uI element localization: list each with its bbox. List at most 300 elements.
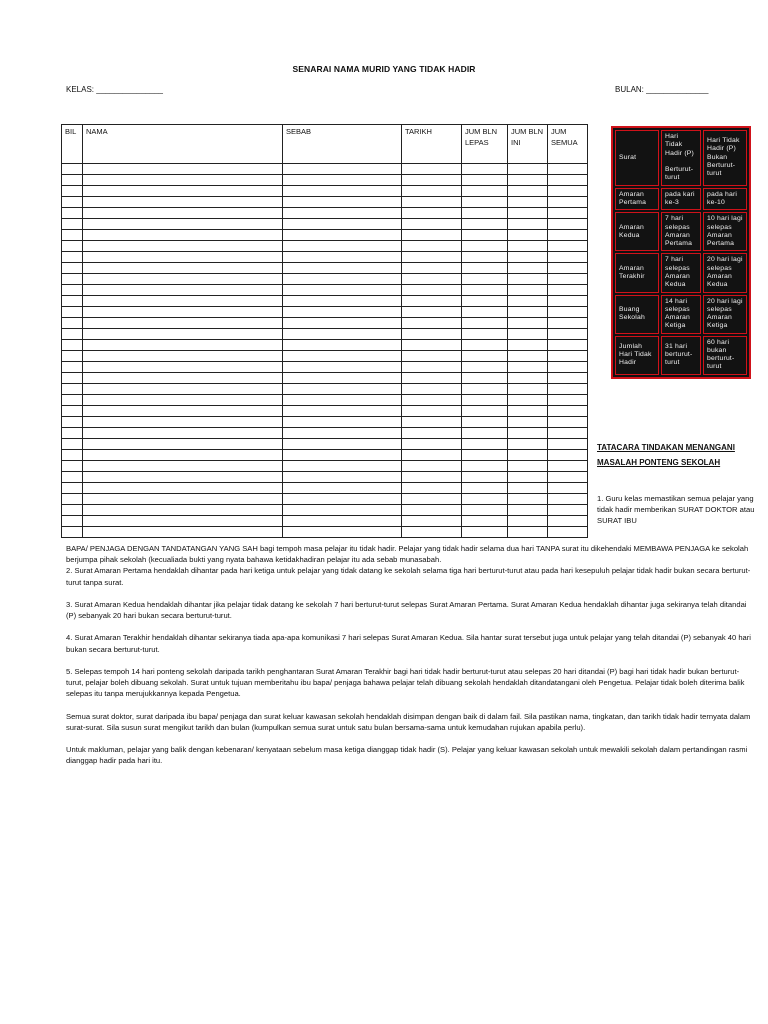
table-cell: [462, 406, 508, 417]
table-cell: [283, 186, 402, 197]
table-cell: [283, 395, 402, 406]
table-cell: [83, 175, 283, 186]
table-cell: [402, 417, 462, 428]
paragraph-1: BAPA/ PENJAGA DENGAN TANDATANGAN YANG SAH bagi tempoh masa pelajar itu tidak hadir. Pelajar yang tidak hadir selama dua hari TANPA surat itu dikehendaki MEMBAWA PENJAGA ke sekolah berjumpa pihak sekolah (kecualiada bukti yang nyata bahawa ketidakhadiran pelajar itu ada sebab munasabah.: [66, 544, 749, 565]
table-cell: [283, 164, 402, 175]
table-cell: [508, 329, 548, 340]
table-cell: [402, 351, 462, 362]
table-cell: [402, 197, 462, 208]
table-row: [62, 417, 588, 428]
table-cell: [462, 450, 508, 461]
table-cell: [283, 296, 402, 307]
table-header-row: [62, 125, 588, 164]
table-cell: [508, 164, 548, 175]
table-cell: [283, 219, 402, 230]
table-cell: [508, 351, 548, 362]
table-cell: [508, 252, 548, 263]
paragraph-7: Untuk makluman, pelajar yang balik dengan kebenaran/ kenyataan sebelum masa ketiga dianggap tidak hadir (S). Pelajar yang keluar kawasan sekolah untuk mewakili sekolah dalam pertandingan rasmi dianggap hadir pada hari itu.: [66, 745, 748, 766]
table-cell: [402, 285, 462, 296]
table-cell: [462, 439, 508, 450]
table-cell: [402, 450, 462, 461]
paragraph-2: 2. Surat Amaran Pertama hendaklah dihantar pada hari ketiga untuk pelajar yang tidak datang ke sekolah selama tiga hari berturut-turut atau pada hari kesepuluh pelajar tidak hadir bukan secara berturut-turut tanpa surat.: [66, 566, 751, 587]
table-row: [62, 186, 588, 197]
table-cell: [462, 252, 508, 263]
table-cell: [62, 527, 83, 538]
table-cell: [462, 329, 508, 340]
table-row: [62, 516, 588, 527]
table-cell: [508, 274, 548, 285]
table-cell: [83, 516, 283, 527]
table-row: [62, 274, 588, 285]
table-cell: [62, 197, 83, 208]
table-cell: [402, 483, 462, 494]
table-cell: [62, 384, 83, 395]
table-cell: [508, 175, 548, 186]
table-cell: [283, 241, 402, 252]
col-header-jum-bln-lepas: JUM BLN LEPAS: [462, 125, 508, 164]
table-cell: [508, 461, 548, 472]
table-cell: [83, 318, 283, 329]
table-cell: [462, 384, 508, 395]
attendance-table: [61, 124, 588, 538]
table-cell: [62, 417, 83, 428]
table-cell: [462, 263, 508, 274]
table-cell: [402, 527, 462, 538]
table-cell: [462, 505, 508, 516]
rules-cell: 20 hari lagi selepas Amaran Ketiga: [703, 295, 747, 334]
table-cell: [62, 274, 83, 285]
table-cell: [548, 450, 588, 461]
table-cell: [548, 186, 588, 197]
table-cell: [402, 472, 462, 483]
table-row: [62, 527, 588, 538]
table-cell: [462, 230, 508, 241]
table-cell: [548, 428, 588, 439]
table-cell: [548, 230, 588, 241]
table-cell: [548, 318, 588, 329]
paragraph-3: 3. Surat Amaran Kedua hendaklah dihantar jika pelajar tidak datang ke sekolah 7 hari berturut-turut selepas Surat Amaran Pertama. Surat Amaran Kedua hendaklah dihantar juga sekiranya telah ditandai (P) sebanyak 20 hari bukan secara berturut-turut.: [66, 599, 747, 621]
table-cell: [83, 527, 283, 538]
table-cell: [462, 428, 508, 439]
rules-cell: Surat: [615, 130, 659, 186]
table-row: [62, 318, 588, 329]
table-cell: [62, 406, 83, 417]
table-cell: [508, 527, 548, 538]
table-row: [62, 164, 588, 175]
table-cell: [83, 494, 283, 505]
table-cell: [283, 483, 402, 494]
table-cell: [283, 285, 402, 296]
table-cell: [402, 384, 462, 395]
table-row: [62, 461, 588, 472]
table-cell: [548, 197, 588, 208]
table-cell: [83, 274, 283, 285]
table-cell: [462, 241, 508, 252]
table-cell: [402, 186, 462, 197]
table-cell: [548, 483, 588, 494]
table-cell: [548, 373, 588, 384]
rules-cell: 7 hari selepas Amaran Pertama: [661, 212, 701, 251]
table-cell: [508, 318, 548, 329]
table-cell: [508, 439, 548, 450]
table-cell: [508, 373, 548, 384]
table-cell: [508, 296, 548, 307]
table-cell: [283, 252, 402, 263]
table-cell: [83, 241, 283, 252]
table-cell: [462, 219, 508, 230]
table-cell: [508, 395, 548, 406]
table-cell: [508, 208, 548, 219]
warning-rules-table: [611, 126, 751, 379]
table-cell: [548, 175, 588, 186]
table-row: [62, 208, 588, 219]
table-row: [62, 219, 588, 230]
table-cell: [508, 219, 548, 230]
table-cell: [283, 450, 402, 461]
table-cell: [283, 175, 402, 186]
table-cell: [62, 461, 83, 472]
table-row: [62, 439, 588, 450]
table-cell: [83, 450, 283, 461]
table-cell: [548, 241, 588, 252]
table-cell: [62, 296, 83, 307]
table-cell: [402, 208, 462, 219]
table-cell: [508, 472, 548, 483]
table-cell: [83, 307, 283, 318]
rules-cell: Amaran Terakhir: [615, 253, 659, 292]
table-cell: [402, 329, 462, 340]
table-cell: [283, 494, 402, 505]
table-cell: [62, 439, 83, 450]
table-row: [62, 472, 588, 483]
table-cell: [62, 472, 83, 483]
table-cell: [462, 175, 508, 186]
table-row: [62, 373, 588, 384]
table-cell: [548, 285, 588, 296]
table-cell: [83, 384, 283, 395]
table-cell: [462, 296, 508, 307]
table-cell: [283, 362, 402, 373]
table-cell: [83, 362, 283, 373]
table-row: [62, 494, 588, 505]
rules-cell: Jumlah Hari Tidak Hadir: [615, 336, 659, 375]
table-cell: [402, 307, 462, 318]
table-cell: [83, 208, 283, 219]
table-cell: [508, 483, 548, 494]
table-row: [62, 230, 588, 241]
table-cell: [283, 516, 402, 527]
rules-cell: 60 hari bukan berturut-turut: [703, 336, 747, 375]
table-cell: [402, 494, 462, 505]
page-title: SENARAI NAMA MURID YANG TIDAK HADIR: [292, 64, 476, 74]
table-cell: [548, 208, 588, 219]
table-cell: [83, 505, 283, 516]
table-cell: [283, 384, 402, 395]
table-cell: [462, 483, 508, 494]
rules-row: [615, 336, 747, 375]
table-cell: [62, 340, 83, 351]
rules-cell: 14 hari selepas Amaran Ketiga: [661, 295, 701, 334]
table-cell: [548, 384, 588, 395]
table-cell: [83, 483, 283, 494]
table-cell: [62, 351, 83, 362]
table-cell: [83, 351, 283, 362]
table-cell: [462, 461, 508, 472]
table-cell: [508, 505, 548, 516]
table-cell: [548, 516, 588, 527]
table-cell: [83, 285, 283, 296]
table-cell: [548, 494, 588, 505]
table-cell: [462, 417, 508, 428]
table-cell: [508, 428, 548, 439]
procedure-step-1: 1. Guru kelas memastikan semua pelajar yang tidak hadir memberikan SURAT DOKTOR atau SURAT IBU: [597, 494, 755, 525]
table-row: [62, 384, 588, 395]
table-cell: [548, 329, 588, 340]
table-cell: [62, 219, 83, 230]
table-cell: [62, 318, 83, 329]
rules-row: [615, 212, 747, 251]
table-row: [62, 241, 588, 252]
table-cell: [283, 340, 402, 351]
table-cell: [83, 395, 283, 406]
table-cell: [508, 450, 548, 461]
table-cell: [508, 340, 548, 351]
table-cell: [548, 395, 588, 406]
table-cell: [462, 494, 508, 505]
table-cell: [402, 428, 462, 439]
table-cell: [62, 241, 83, 252]
paragraph-5: 5. Selepas tempoh 14 hari ponteng sekolah daripada tarikh penghantaran Surat Amaran Terakhir bagi hari tidak hadir berturut-turut atau selepas 20 hari ditandai (P) bagi hari tidak hadir bukan berturut-turut, pelajar boleh dibuang sekolah. Surat untuk tujuan memberitahu ibu bapa/ penjaga bahawa pelajar telah dibuang sekolah hendaklah ditandatangani oleh Pengetua. Pelajar tidak boleh diterima balik selepas itu tanpa merujukkannya kepada Pengetua.: [66, 666, 745, 699]
table-cell: [462, 373, 508, 384]
table-cell: [62, 230, 83, 241]
table-row: [62, 450, 588, 461]
table-cell: [402, 318, 462, 329]
table-cell: [462, 395, 508, 406]
table-cell: [402, 164, 462, 175]
col-header-nama: NAMA: [83, 125, 283, 164]
table-row: [62, 329, 588, 340]
table-cell: [548, 417, 588, 428]
table-cell: [402, 241, 462, 252]
table-cell: [62, 164, 83, 175]
table-cell: [462, 285, 508, 296]
col-header-tarikh: TARIKH: [402, 125, 462, 164]
table-cell: [283, 527, 402, 538]
table-cell: [83, 439, 283, 450]
table-cell: [508, 494, 548, 505]
table-cell: [508, 186, 548, 197]
table-cell: [402, 373, 462, 384]
table-cell: [548, 472, 588, 483]
table-cell: [83, 197, 283, 208]
table-cell: [402, 439, 462, 450]
table-cell: [83, 186, 283, 197]
table-cell: [508, 285, 548, 296]
table-cell: [402, 406, 462, 417]
rules-cell: Hari Tidak Hadir (P) Berturut-turut: [661, 130, 701, 186]
table-cell: [62, 175, 83, 186]
table-cell: [283, 318, 402, 329]
table-cell: [62, 362, 83, 373]
table-cell: [508, 417, 548, 428]
table-cell: [462, 208, 508, 219]
table-cell: [402, 516, 462, 527]
table-cell: [508, 263, 548, 274]
table-row: [62, 340, 588, 351]
rules-cell: pada hari ke-10: [703, 188, 747, 211]
table-cell: [548, 307, 588, 318]
table-cell: [83, 406, 283, 417]
table-cell: [62, 307, 83, 318]
table-cell: [462, 307, 508, 318]
table-cell: [283, 307, 402, 318]
table-row: [62, 285, 588, 296]
table-cell: [402, 362, 462, 373]
table-cell: [548, 505, 588, 516]
table-row: [62, 252, 588, 263]
rules-cell: Hari Tidak Hadir (P) Bukan Berturut-turut: [703, 130, 747, 186]
table-cell: [283, 439, 402, 450]
table-row: [62, 175, 588, 186]
table-cell: [548, 351, 588, 362]
table-cell: [462, 197, 508, 208]
rules-row: [615, 253, 747, 292]
table-cell: [462, 516, 508, 527]
table-cell: [62, 483, 83, 494]
table-cell: [83, 461, 283, 472]
table-cell: [402, 252, 462, 263]
table-cell: [283, 274, 402, 285]
table-cell: [548, 164, 588, 175]
table-cell: [283, 373, 402, 384]
paragraph-6: Semua surat doktor, surat daripada ibu bapa/ penjaga dan surat keluar kawasan sekolah hendaklah disimpan dengan baik di dalam fail. Sila pastikan nama, tingkatan, dan tarikh tidak hadir ternyata dalam surat-surat. Sila susun surat mengikut tarikh dan bulan (kumpulkan semua surat untuk satu bulan bersama-sama untuk kemudahan rujukan apabila perlu).: [66, 711, 751, 732]
table-cell: [283, 472, 402, 483]
table-cell: [508, 362, 548, 373]
table-row: [62, 296, 588, 307]
table-cell: [462, 340, 508, 351]
table-cell: [62, 208, 83, 219]
table-cell: [462, 527, 508, 538]
table-cell: [548, 527, 588, 538]
table-cell: [402, 219, 462, 230]
rules-cell: 7 hari selepas Amaran Kedua: [661, 253, 701, 292]
table-cell: [462, 186, 508, 197]
table-cell: [508, 406, 548, 417]
rules-cell: Amaran Kedua: [615, 212, 659, 251]
table-cell: [62, 263, 83, 274]
table-cell: [402, 296, 462, 307]
table-cell: [508, 241, 548, 252]
table-cell: [62, 285, 83, 296]
table-cell: [62, 450, 83, 461]
col-header-jum-bln-ini: JUM BLN INI: [508, 125, 548, 164]
table-cell: [83, 164, 283, 175]
table-cell: [548, 362, 588, 373]
table-cell: [508, 197, 548, 208]
table-cell: [83, 296, 283, 307]
rules-row: [615, 188, 747, 211]
table-cell: [548, 406, 588, 417]
table-cell: [548, 252, 588, 263]
table-cell: [462, 362, 508, 373]
table-cell: [548, 263, 588, 274]
rules-cell: Amaran Pertama: [615, 188, 659, 211]
table-cell: [402, 230, 462, 241]
table-cell: [62, 505, 83, 516]
table-cell: [62, 428, 83, 439]
table-row: [62, 307, 588, 318]
table-cell: [402, 175, 462, 186]
rules-cell: 10 hari lagi selepas Amaran Pertama: [703, 212, 747, 251]
col-header-jum-semua: JUM SEMUA: [548, 125, 588, 164]
table-cell: [83, 329, 283, 340]
table-cell: [62, 395, 83, 406]
table-cell: [83, 428, 283, 439]
table-cell: [83, 417, 283, 428]
table-cell: [283, 351, 402, 362]
table-cell: [283, 263, 402, 274]
table-cell: [548, 296, 588, 307]
table-cell: [283, 230, 402, 241]
table-row: [62, 362, 588, 373]
table-cell: [62, 516, 83, 527]
col-header-bil: BIL: [62, 125, 83, 164]
table-cell: [402, 461, 462, 472]
bulan-field: BULAN: ______________: [615, 85, 709, 94]
table-cell: [402, 340, 462, 351]
table-row: [62, 505, 588, 516]
table-row: [62, 395, 588, 406]
rules-cell: Buang Sekolah: [615, 295, 659, 334]
paragraph-4: 4. Surat Amaran Terakhir hendaklah dihantar sekiranya tiada apa-apa komunikasi 7 hari selepas Surat Amaran Kedua. Sila hantar surat tersebut juga untuk pelajar yang telah ditandai (P) sebanyak 40 hari bukan secara berturut-turut.: [66, 633, 751, 654]
table-cell: [402, 505, 462, 516]
table-cell: [508, 307, 548, 318]
table-cell: [462, 274, 508, 285]
table-cell: [283, 208, 402, 219]
rules-cell: 31 hari berturut-turut: [661, 336, 701, 375]
table-row: [62, 406, 588, 417]
table-cell: [548, 461, 588, 472]
table-cell: [62, 252, 83, 263]
table-cell: [83, 252, 283, 263]
table-row: [62, 483, 588, 494]
table-cell: [462, 318, 508, 329]
col-header-sebab: SEBAB: [283, 125, 402, 164]
procedure-body: [66, 543, 752, 778]
table-cell: [283, 505, 402, 516]
table-cell: [402, 263, 462, 274]
table-cell: [402, 395, 462, 406]
table-cell: [548, 274, 588, 285]
table-cell: [62, 186, 83, 197]
table-cell: [83, 472, 283, 483]
table-cell: [548, 219, 588, 230]
table-cell: [508, 516, 548, 527]
table-cell: [83, 263, 283, 274]
table-cell: [283, 406, 402, 417]
table-cell: [508, 384, 548, 395]
table-row: [62, 351, 588, 362]
table-row: [62, 197, 588, 208]
table-row: [62, 428, 588, 439]
table-cell: [462, 472, 508, 483]
rules-cell: pada kari ke-3: [661, 188, 701, 211]
rules-row: [615, 295, 747, 334]
table-cell: [62, 494, 83, 505]
table-cell: [548, 439, 588, 450]
table-cell: [462, 351, 508, 362]
table-cell: [283, 417, 402, 428]
